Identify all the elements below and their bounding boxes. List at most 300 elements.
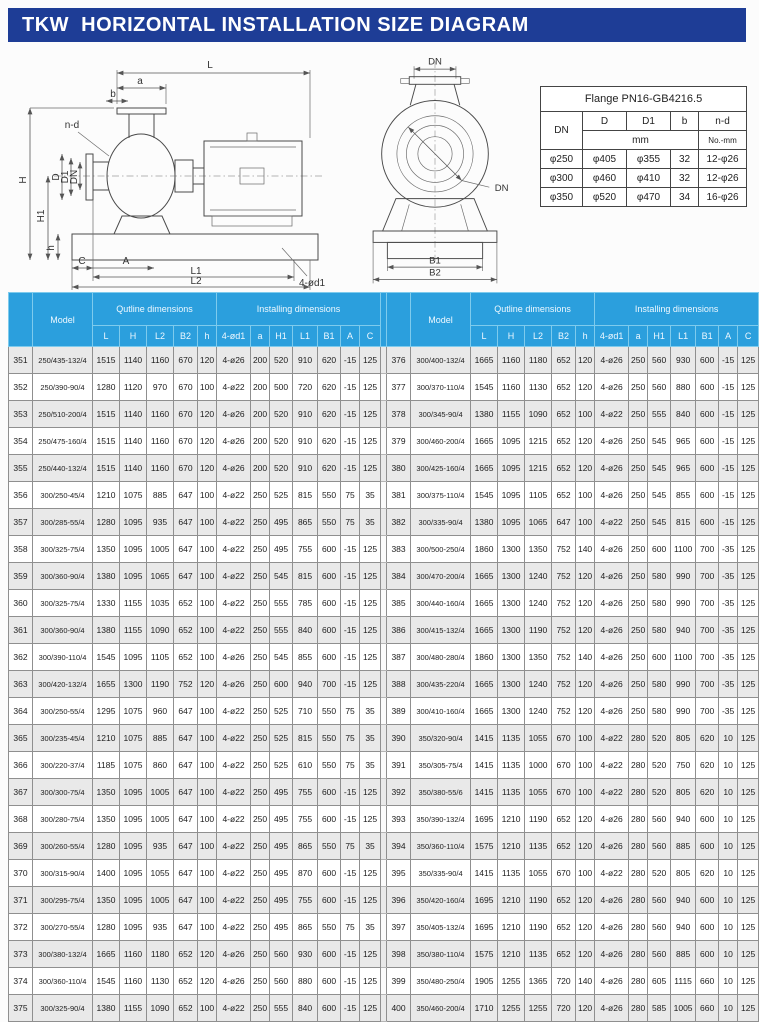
value-cell: 1280 (93, 509, 120, 536)
value-cell: 960 (147, 698, 174, 725)
value-cell: 585 (648, 995, 671, 1022)
value-cell: 120 (576, 617, 595, 644)
value-cell: 4-ø26 (595, 968, 629, 995)
row-number-cell: 391 (387, 752, 411, 779)
value-cell: 1065 (147, 563, 174, 590)
model-cell: 300/470-200/4 (411, 563, 471, 590)
row-number-cell: 393 (387, 806, 411, 833)
value-cell: 720 (552, 968, 576, 995)
value-cell: 600 (318, 644, 341, 671)
header-model-left: Model (33, 293, 93, 347)
value-cell: 1090 (147, 617, 174, 644)
value-cell: 652 (552, 941, 576, 968)
value-cell: 1095 (120, 860, 147, 887)
dim-label-B1: B1 (429, 255, 441, 267)
value-cell: 125 (738, 617, 759, 644)
value-cell: 1575 (471, 833, 498, 860)
value-cell: 495 (270, 806, 293, 833)
table-row (9, 914, 759, 941)
value-cell: -15 (719, 455, 738, 482)
value-cell: 1905 (471, 968, 498, 995)
value-cell: 965 (671, 428, 696, 455)
value-cell: 1140 (120, 347, 147, 374)
value-cell: 1695 (471, 806, 498, 833)
dim-label-a: a (137, 76, 143, 87)
value-cell: 647 (174, 698, 198, 725)
value-cell: 1300 (498, 698, 525, 725)
value-cell: 1655 (93, 671, 120, 698)
value-cell: 647 (174, 806, 198, 833)
value-cell: 250 (251, 509, 270, 536)
value-cell: 1300 (498, 644, 525, 671)
value-cell: 120 (576, 887, 595, 914)
table-row (9, 590, 759, 617)
value-cell: 4-ø22 (217, 914, 251, 941)
model-cell: 350/480-250/4 (411, 968, 471, 995)
value-cell: 1280 (93, 833, 120, 860)
value-cell: 652 (552, 428, 576, 455)
value-cell: -15 (341, 941, 360, 968)
value-cell: 605 (648, 968, 671, 995)
value-cell: 250 (251, 536, 270, 563)
value-cell: 280 (629, 914, 648, 941)
value-cell: 500 (270, 374, 293, 401)
row-number-cell: 379 (387, 428, 411, 455)
value-cell: 1255 (498, 995, 525, 1022)
value-cell: 752 (552, 671, 576, 698)
value-cell: 700 (696, 644, 719, 671)
value-cell: 1300 (498, 590, 525, 617)
value-cell: 250 (251, 482, 270, 509)
value-cell: 652 (552, 347, 576, 374)
value-cell: 620 (696, 860, 719, 887)
value-cell: 520 (648, 860, 671, 887)
value-cell: 1095 (498, 482, 525, 509)
value-cell: 10 (719, 779, 738, 806)
value-cell: 125 (360, 887, 381, 914)
value-cell: 1100 (671, 536, 696, 563)
value-cell: 815 (671, 509, 696, 536)
value-cell: 1240 (525, 563, 552, 590)
value-cell: 1415 (471, 725, 498, 752)
row-number-cell: 370 (9, 860, 33, 887)
table-row (9, 968, 759, 995)
value-cell: 1095 (120, 563, 147, 590)
value-cell: 1095 (498, 455, 525, 482)
value-cell: -15 (719, 428, 738, 455)
value-cell: 620 (318, 428, 341, 455)
row-number-cell: 372 (9, 914, 33, 941)
value-cell: 100 (198, 482, 217, 509)
value-cell: 75 (341, 509, 360, 536)
value-cell: 670 (552, 860, 576, 887)
value-cell: 620 (318, 347, 341, 374)
dim-label-D: D (51, 173, 62, 181)
value-cell: 752 (174, 671, 198, 698)
header-col-H1-right: H1 (648, 326, 671, 347)
value-cell: 520 (270, 347, 293, 374)
model-cell: 300/335-90/4 (411, 509, 471, 536)
value-cell: 990 (671, 590, 696, 617)
value-cell: -15 (719, 482, 738, 509)
value-cell: 520 (648, 725, 671, 752)
value-cell: 1380 (93, 563, 120, 590)
value-cell: 600 (318, 536, 341, 563)
value-cell: 700 (696, 590, 719, 617)
value-cell: 600 (696, 806, 719, 833)
value-cell: 120 (198, 455, 217, 482)
header-col-a-left: a (251, 326, 270, 347)
value-cell: 125 (738, 860, 759, 887)
value-cell: 1415 (471, 779, 498, 806)
row-number-cell: 365 (9, 725, 33, 752)
value-cell: 1515 (93, 455, 120, 482)
value-cell: 1005 (147, 779, 174, 806)
model-cell: 350/405-132/4 (411, 914, 471, 941)
value-cell: 652 (552, 482, 576, 509)
value-cell: 990 (671, 671, 696, 698)
value-cell: 652 (174, 941, 198, 968)
value-cell: 4-ø26 (595, 347, 629, 374)
value-cell: 525 (270, 698, 293, 725)
value-cell: 1055 (525, 725, 552, 752)
table-row (9, 995, 759, 1022)
value-cell: 885 (671, 941, 696, 968)
value-cell: 100 (198, 752, 217, 779)
value-cell: 125 (360, 671, 381, 698)
value-cell: 1210 (93, 725, 120, 752)
value-cell: 750 (671, 752, 696, 779)
value-cell: 4-ø26 (595, 428, 629, 455)
flange-value-cell: 32 (671, 169, 699, 188)
model-cell: 300/325-75/4 (33, 536, 93, 563)
value-cell: 647 (552, 509, 576, 536)
value-cell: 4-ø26 (217, 401, 251, 428)
dim-label-C: C (78, 256, 86, 267)
value-cell: 100 (198, 590, 217, 617)
header-rowno-left (9, 293, 33, 347)
value-cell: 250 (629, 536, 648, 563)
value-cell: 785 (293, 590, 318, 617)
value-cell: 1380 (471, 401, 498, 428)
dim-label-b: b (110, 89, 116, 100)
model-cell: 350/320-90/4 (411, 725, 471, 752)
value-cell: 250 (629, 644, 648, 671)
header-rowno-right (387, 293, 411, 347)
value-cell: 600 (696, 374, 719, 401)
value-cell: 10 (719, 752, 738, 779)
value-cell: 1545 (471, 482, 498, 509)
dim-label-D1: D1 (60, 170, 71, 184)
value-cell: 4-ø22 (217, 887, 251, 914)
value-cell: 840 (671, 401, 696, 428)
value-cell: 1135 (525, 833, 552, 860)
value-cell: 600 (318, 617, 341, 644)
value-cell: 670 (174, 374, 198, 401)
value-cell: 120 (576, 347, 595, 374)
value-cell: 670 (174, 428, 198, 455)
value-cell: 125 (738, 482, 759, 509)
value-cell: 4-ø26 (595, 914, 629, 941)
value-cell: 1280 (93, 374, 120, 401)
value-cell: 4-ø22 (595, 401, 629, 428)
value-cell: 885 (147, 482, 174, 509)
value-cell: 120 (576, 590, 595, 617)
flange-value-cell: φ460 (583, 169, 627, 188)
model-cell: 350/380-55/6 (411, 779, 471, 806)
table-row (9, 563, 759, 590)
value-cell: 4-ø26 (217, 347, 251, 374)
header-col-d1-left: 4-ød1 (217, 326, 251, 347)
value-cell: 100 (198, 806, 217, 833)
value-cell: 120 (576, 455, 595, 482)
row-number-cell: 351 (9, 347, 33, 374)
value-cell: 125 (738, 428, 759, 455)
row-number-cell: 353 (9, 401, 33, 428)
value-cell: 525 (270, 482, 293, 509)
model-cell: 250/510-200/4 (33, 401, 93, 428)
value-cell: 1350 (525, 644, 552, 671)
value-cell: 1665 (471, 428, 498, 455)
value-cell: 125 (360, 644, 381, 671)
value-cell: 1135 (498, 860, 525, 887)
flange-value-cell: 34 (671, 188, 699, 207)
value-cell: 652 (174, 968, 198, 995)
value-cell: 250 (629, 401, 648, 428)
value-cell: 4-ø22 (595, 509, 629, 536)
value-cell: 125 (360, 428, 381, 455)
value-cell: 940 (671, 887, 696, 914)
value-cell: 1115 (671, 968, 696, 995)
value-cell: 100 (198, 725, 217, 752)
value-cell: 815 (293, 725, 318, 752)
value-cell: 1120 (120, 374, 147, 401)
value-cell: -15 (341, 590, 360, 617)
value-cell: 250 (251, 644, 270, 671)
value-cell: 4-ø26 (595, 563, 629, 590)
table-row (9, 428, 759, 455)
value-cell: 75 (341, 725, 360, 752)
value-cell: 1160 (147, 428, 174, 455)
model-cell: 350/460-200/4 (411, 995, 471, 1022)
table-row (9, 401, 759, 428)
value-cell: -15 (341, 617, 360, 644)
value-cell: 840 (293, 995, 318, 1022)
row-number-cell: 359 (9, 563, 33, 590)
dimension-table (8, 292, 759, 1022)
value-cell: 1210 (93, 482, 120, 509)
model-cell: 300/400-132/4 (411, 347, 471, 374)
value-cell: 1075 (120, 752, 147, 779)
value-cell: 250 (629, 698, 648, 725)
flange-row (541, 188, 747, 207)
value-cell: 280 (629, 887, 648, 914)
value-cell: 100 (198, 509, 217, 536)
value-cell: 1255 (498, 968, 525, 995)
dim-label-DN: DN (69, 169, 80, 185)
value-cell: 1155 (120, 995, 147, 1022)
value-cell: 965 (671, 455, 696, 482)
value-cell: 1515 (93, 401, 120, 428)
value-cell: 1035 (147, 590, 174, 617)
value-cell: -15 (341, 428, 360, 455)
value-cell: 120 (198, 428, 217, 455)
value-cell: 250 (629, 374, 648, 401)
value-cell: 700 (696, 563, 719, 590)
header-col-a-right: a (629, 326, 648, 347)
value-cell: 752 (552, 617, 576, 644)
dim-label-H: H (18, 176, 29, 184)
dim-label-L1: L1 (190, 266, 202, 277)
value-cell: 755 (293, 536, 318, 563)
dim-label-A: A (122, 256, 130, 267)
value-cell: 935 (147, 509, 174, 536)
value-cell: 865 (293, 833, 318, 860)
row-number-cell: 398 (387, 941, 411, 968)
value-cell: 120 (576, 995, 595, 1022)
table-row (9, 482, 759, 509)
flange-col-d: D (583, 112, 627, 131)
value-cell: 4-ø22 (217, 563, 251, 590)
value-cell: 670 (552, 779, 576, 806)
value-cell: 125 (360, 590, 381, 617)
value-cell: 865 (293, 914, 318, 941)
value-cell: 990 (671, 563, 696, 590)
value-cell: 250 (251, 698, 270, 725)
value-cell: 125 (360, 563, 381, 590)
value-cell: -35 (719, 563, 738, 590)
value-cell: 250 (629, 509, 648, 536)
pump-side-view-drawing (14, 48, 336, 293)
value-cell: 755 (293, 779, 318, 806)
value-cell: 250 (251, 752, 270, 779)
value-cell: 647 (174, 563, 198, 590)
value-cell: 600 (318, 779, 341, 806)
row-number-cell: 360 (9, 590, 33, 617)
value-cell: 125 (738, 347, 759, 374)
value-cell: 75 (341, 752, 360, 779)
row-number-cell: 381 (387, 482, 411, 509)
model-cell: 300/390-110/4 (33, 644, 93, 671)
value-cell: 545 (648, 509, 671, 536)
value-cell: 100 (576, 509, 595, 536)
value-cell: 752 (552, 590, 576, 617)
model-cell: 250/435-132/4 (33, 347, 93, 374)
value-cell: 545 (648, 455, 671, 482)
value-cell: 1575 (471, 941, 498, 968)
value-cell: 1190 (525, 617, 552, 644)
value-cell: 10 (719, 914, 738, 941)
value-cell: 652 (552, 374, 576, 401)
value-cell: 600 (696, 509, 719, 536)
value-cell: 647 (174, 914, 198, 941)
value-cell: 280 (629, 752, 648, 779)
value-cell: 815 (293, 482, 318, 509)
value-cell: 35 (360, 833, 381, 860)
header-col-d1-right: 4-ød1 (595, 326, 629, 347)
header-col-L2-right: L2 (525, 326, 552, 347)
value-cell: 125 (738, 374, 759, 401)
value-cell: 495 (270, 833, 293, 860)
value-cell: 125 (360, 536, 381, 563)
value-cell: 4-ø22 (217, 860, 251, 887)
flange-table-title: Flange PN16-GB4216.5 (541, 87, 747, 112)
value-cell: 652 (174, 590, 198, 617)
value-cell: 600 (318, 563, 341, 590)
table-row (9, 374, 759, 401)
value-cell: 935 (147, 914, 174, 941)
value-cell: 125 (738, 671, 759, 698)
table-row (9, 455, 759, 482)
row-number-cell: 376 (387, 347, 411, 374)
value-cell: 495 (270, 914, 293, 941)
value-cell: 280 (629, 833, 648, 860)
header-col-H-left: H (120, 326, 147, 347)
row-number-cell: 366 (9, 752, 33, 779)
flange-value-cell: 12-φ26 (699, 169, 747, 188)
table-row (9, 833, 759, 860)
flange-spec-table (540, 86, 747, 207)
table-row (9, 941, 759, 968)
value-cell: 4-ø22 (595, 752, 629, 779)
value-cell: 550 (318, 914, 341, 941)
value-cell: 652 (552, 887, 576, 914)
dim-label-L: L (207, 60, 213, 71)
value-cell: 600 (696, 887, 719, 914)
value-cell: 600 (696, 455, 719, 482)
value-cell: 670 (552, 725, 576, 752)
value-cell: 100 (576, 752, 595, 779)
model-cell: 300/325-75/4 (33, 590, 93, 617)
value-cell: 1350 (525, 536, 552, 563)
value-cell: 4-ø26 (217, 455, 251, 482)
value-cell: 805 (671, 725, 696, 752)
row-number-cell: 389 (387, 698, 411, 725)
main-table-body (9, 347, 759, 1022)
value-cell: 840 (293, 617, 318, 644)
value-cell: 125 (738, 779, 759, 806)
value-cell: 1665 (471, 698, 498, 725)
value-cell: 550 (318, 833, 341, 860)
value-cell: 250 (629, 671, 648, 698)
flange-unit-nd: No.-mm (699, 131, 747, 150)
value-cell: 125 (360, 941, 381, 968)
value-cell: 1095 (120, 887, 147, 914)
value-cell: 1065 (525, 509, 552, 536)
value-cell: 1180 (525, 347, 552, 374)
value-cell: 1160 (147, 455, 174, 482)
value-cell: 1190 (525, 887, 552, 914)
flange-value-cell: φ350 (541, 188, 583, 207)
value-cell: 1095 (120, 833, 147, 860)
value-cell: 940 (293, 671, 318, 698)
value-cell: 120 (198, 401, 217, 428)
value-cell: 1155 (120, 590, 147, 617)
value-cell: 880 (671, 374, 696, 401)
header-col-L-left: L (93, 326, 120, 347)
model-cell: 300/380-132/4 (33, 941, 93, 968)
value-cell: 1380 (471, 509, 498, 536)
value-cell: 125 (738, 887, 759, 914)
value-cell: 670 (174, 347, 198, 374)
value-cell: 610 (293, 752, 318, 779)
value-cell: 550 (318, 509, 341, 536)
value-cell: 1415 (471, 752, 498, 779)
value-cell: 560 (648, 833, 671, 860)
row-number-cell: 352 (9, 374, 33, 401)
value-cell: 652 (552, 833, 576, 860)
value-cell: 4-ø22 (217, 779, 251, 806)
